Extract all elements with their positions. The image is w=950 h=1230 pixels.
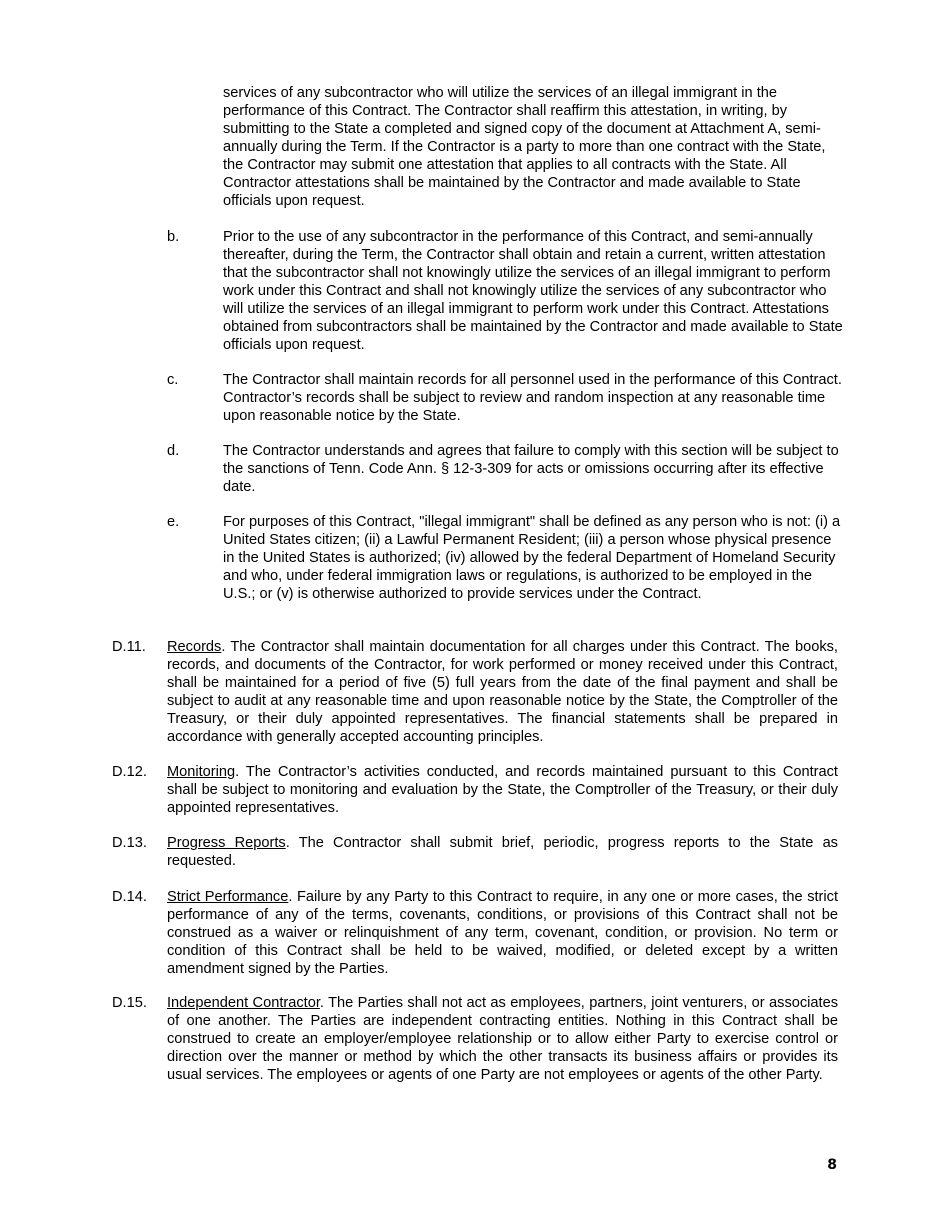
subitem-c	[167, 371, 843, 425]
section-d14	[112, 888, 838, 978]
subitem-d	[167, 442, 843, 496]
subitem-text: The Contractor understands and agrees that failure to comply with this section will be subject to the sanctions of Tenn. Code Ann. § 12-3-309 for acts or omissions occurring after its effective date.	[223, 443, 839, 495]
section-body	[167, 834, 838, 870]
section-text: . Failure by any Party to this Contract to require, in any one or more cases, the strict performance of any of the terms, covenants, conditions, or provisions of this Contract shall not be construed as a waiver or relinquishment of any term, covenant, condition, or provision. No term or condition of this Contract shall be held to be waived, modified, or deleted except by a written amendment signed by the Parties.	[167, 889, 838, 977]
section-body	[167, 763, 838, 817]
section-d11	[112, 638, 838, 746]
section-number: D.14.	[112, 889, 147, 905]
subitem-text: The Contractor shall maintain records for all personnel used in the performance of this Contract. Contractor’s records shall be subject to review and random inspection at any reasonable time upon reasonable notice by the State.	[223, 372, 842, 424]
section-d15	[112, 994, 838, 1084]
subitem-letter: b.	[167, 229, 180, 245]
subitem-letter: d.	[167, 443, 180, 459]
subitem-b	[167, 228, 843, 354]
subitem-e	[167, 513, 843, 603]
section-number: D.13.	[112, 835, 147, 851]
section-d12	[112, 763, 838, 817]
section-number: D.12.	[112, 764, 147, 780]
section-d13	[112, 834, 838, 870]
subitem-letter: e.	[167, 514, 180, 530]
subitem-letter: c.	[167, 372, 179, 388]
section-heading: Strict Performance	[167, 889, 289, 905]
section-text: . The Parties shall not act as employees, partners, joint venturers, or associates of one another. The Parties are independent contracting entities. Nothing in this Contract shall be construed to create an employer/employee relationship or to allow either Party to exercise control or direction over the manner or method by which the other transacts its business affairs or provides its usual services. The employees or agents of one Party are not employees or agents of the other Party.	[167, 995, 838, 1083]
section-text: . The Contractor shall maintain documentation for all charges under this Contract. The books, records, and documents of the Contractor, for work performed or money received under this Contract, shall be maintained for a period of five (5) full years from the date of the final payment and shall be subject to audit at any reasonable time and upon reasonable notice by the State, the Comptroller of the Treasury, or their duly appointed representatives. The financial statements shall be prepared in accordance with generally accepted accounting principles.	[167, 639, 838, 745]
section-heading: Monitoring	[167, 764, 236, 780]
section-heading: Progress Reports	[167, 835, 286, 851]
section-body	[167, 994, 838, 1084]
section-heading: Independent Contractor	[167, 995, 320, 1011]
page-number: 8	[827, 1157, 837, 1173]
section-text: . The Contractor’s activities conducted, and records maintained pursuant to this Contract shall be subject to monitoring and evaluation by the State, the Comptroller of the Treasury, or their duly appointed representatives.	[167, 764, 838, 816]
subitem-text: Prior to the use of any subcontractor in the performance of this Contract, and semi-annually thereafter, during the Term, the Contractor shall obtain and retain a current, written attestation that the subcontractor shall not knowingly utilize the services of an illegal immigrant to perform work under this Contract and shall not knowingly utilize the services of any subcontractor who will utilize the services of an illegal immigrant to perform work under this Contract. Attestations obtained from subcontractors shall be maintained by the Contractor and made available to State officials upon request.	[223, 229, 843, 353]
section-body	[167, 638, 838, 746]
continuation-paragraph: services of any subcontractor who will utilize the services of an illegal immigrant in the performance of this Contract. The Contractor shall reaffirm this attestation, in writing, by submitting to the State a completed and signed copy of the document at Attachment A, semi-annually during the Term. If the Contractor is a party to more than one contract with the State, the Contractor may submit one attestation that applies to all contracts with the State. All Contractor attestations shall be maintained by the Contractor and made available to State officials upon request.	[223, 85, 826, 209]
section-text: . The Contractor shall submit brief, periodic, progress reports to the State as requested.	[167, 835, 838, 869]
section-body	[167, 888, 838, 978]
subitem-text: For purposes of this Contract, "illegal immigrant" shall be defined as any person who is not: (i) a United States citizen; (ii) a Lawful Permanent Resident; (iii) a person whose physical presence in the United States is authorized; (iv) allowed by the federal Department of Homeland Security and who, under federal immigration laws or regulations, is authorized to be employed in the U.S.; or (v) is otherwise authorized to provide services under the Contract.	[223, 514, 841, 602]
section-number: D.15.	[112, 995, 147, 1011]
section-heading: Records	[167, 639, 222, 655]
section-number: D.11.	[112, 639, 146, 655]
